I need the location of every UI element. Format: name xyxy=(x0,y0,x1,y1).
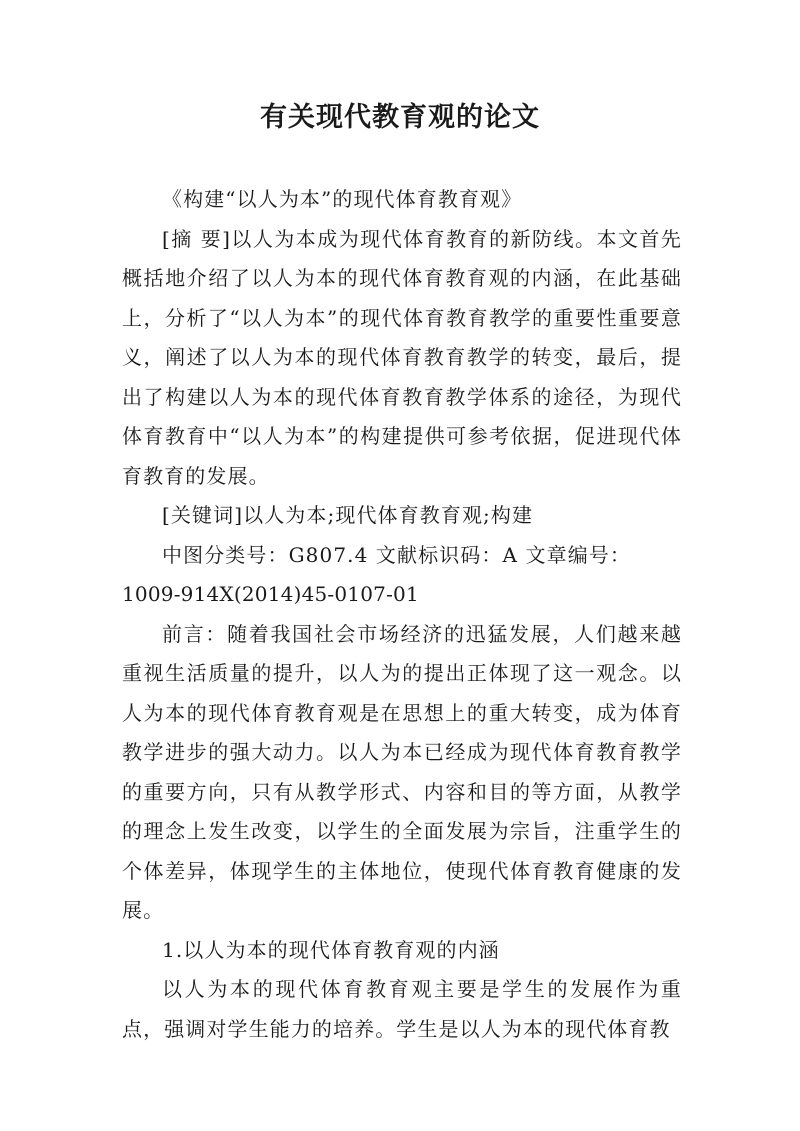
abstract-paragraph: [摘 要]以人为本成为现代体育教育的新防线。本文首先概括地介绍了以人为本的现代体育教育观的内涵，在此基础上，分析了“以人为本”的现代体育教育教学的重要性重要意义，阐述了以人为本的现代体育教育教学的转变，最后，提出了构建以人为本的现代体育教育教学体系的途径，为现代体育教育中“以人为本”的构建提供可参考依据，促进现代体育教育的发展。 xyxy=(122,226,682,488)
preface-paragraph: 前言：随着我国社会市场经济的迅猛发展，人们越来越重视生活质量的提升，以人为的提出正体现了这一观念。以人为本的现代体育教育观是在思想上的重大转变，成为体育教学进步的强大动力。以人为本已经成为现代体育教育教学的重要方向，只有从教学形式、内容和目的等方面，从教学的理念上发生改变，以学生的全面发展为宗旨，注重学生的个体差异，体现学生的主体地位，使现代体育教育健康的发展。 xyxy=(122,621,682,922)
paper-subtitle: 《构建“以人为本”的现代体育教育观》 xyxy=(162,187,523,211)
classification-line: 中图分类号：G807.4 文献标识码：A 文章编号： xyxy=(162,542,631,567)
keywords-paragraph: [关键词]以人为本;现代体育教育观;构建 xyxy=(162,503,534,527)
document-title: 有关现代教育观的论文 xyxy=(260,102,540,133)
document-body xyxy=(122,180,682,1049)
section-body-paragraph: 以人为本的现代体育教育观主要是学生的发展作为重点，强调对学生能力的培养。学生是以人为本的现代体育教 xyxy=(122,977,682,1041)
article-number-line: 1009-914X(2014)45-0107-01 xyxy=(122,582,419,606)
section-heading: 1.以人为本的现代体育教育观的内涵 xyxy=(162,937,500,962)
